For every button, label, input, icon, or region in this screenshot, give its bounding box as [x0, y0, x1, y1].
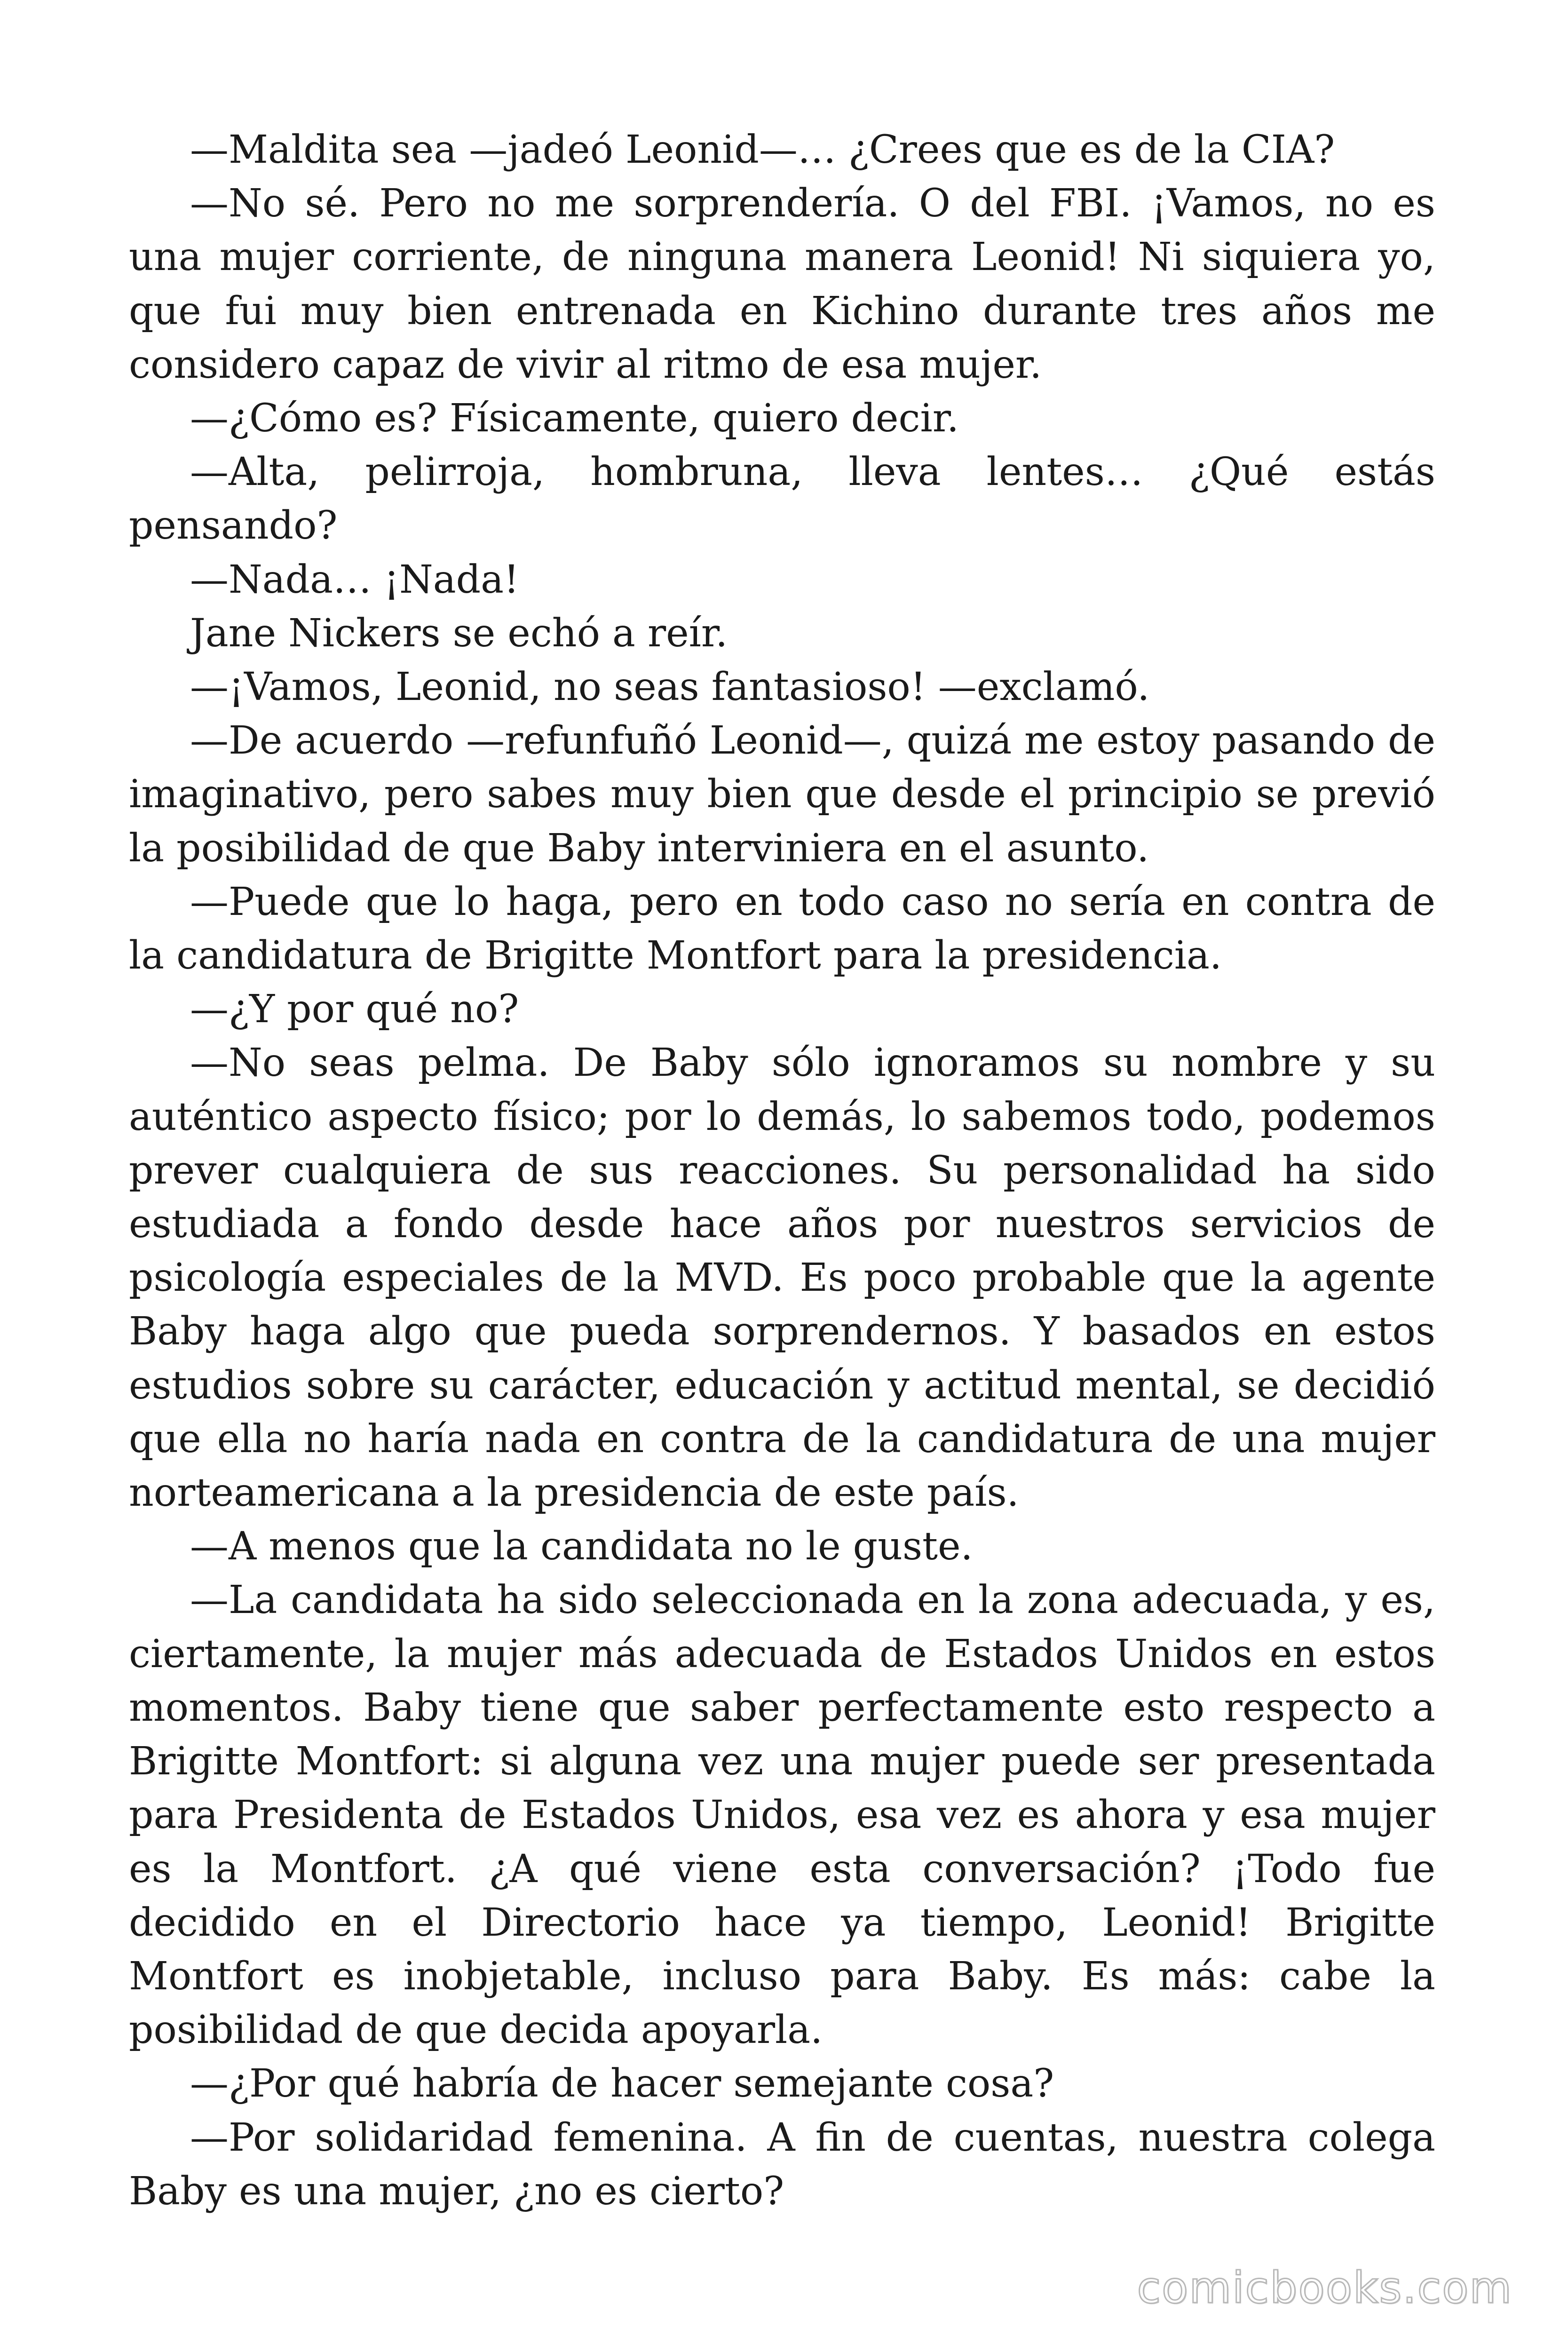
paragraph: —A menos que la candidata no le guste. [190, 1524, 973, 1569]
paragraph: —¡Vamos, Leonid, no seas fantasioso! —exclamó. [190, 665, 1150, 710]
paragraph: —Maldita sea —jadeó Leonid—… ¿Crees que es de la CIA? [190, 127, 1335, 172]
paragraph: —No seas pelma. De Baby sólo ignoramos su nombre y su auténtico aspecto físico; por lo demás, lo sabemos todo, podemos prever cualquiera de sus reacciones. Su personalidad ha sido estudiada a fondo desde hace años por nuestros servicios de psicología especiales de la MVD. Es poco probable que la agente Baby haga algo que pueda sorprendernos. Y basados en estos estudios sobre su carácter, educación y actitud mental, se decidió que ella no haría nada en contra de la candidatura de una mujer norteamericana a la presidencia de este país. [129, 1041, 1435, 1516]
paragraph: —¿Por qué habría de hacer semejante cosa? [190, 2061, 1054, 2106]
paragraph: —Alta, pelirroja, hombruna, lleva lentes… ¿Qué estás pensando? [129, 450, 1435, 548]
watermark-logo: comicbooks.com [1137, 2263, 1513, 2313]
paragraph: —¿Y por qué no? [190, 987, 519, 1032]
paragraph: —No sé. Pero no me sorprendería. O del FBI. ¡Vamos, no es una mujer corriente, de ninguna manera Leonid! Ni siquiera yo, que fui muy bien entrenada en Kichino durante tres años me considero capaz de vivir al ritmo de esa mujer. [129, 181, 1435, 387]
paragraph: —Nada… ¡Nada! [190, 557, 520, 602]
paragraph: —Por solidaridad femenina. A fin de cuentas, nuestra colega Baby es una mujer, ¿no es cierto? [129, 2115, 1435, 2214]
paragraph: —Puede que lo haga, pero en todo caso no sería en contra de la candidatura de Brigitte Montfort para la presidencia. [129, 879, 1435, 978]
paragraph: —De acuerdo —refunfuñó Leonid—, quizá me estoy pasando de imaginativo, pero sabes muy bien que desde el principio se previó la posibilidad de que Baby interviniera en el asunto. [129, 718, 1435, 871]
paragraph: —¿Cómo es? Físicamente, quiero decir. [190, 396, 959, 441]
paragraph: —La candidata ha sido seleccionada en la zona adecuada, y es, ciertamente, la mujer más adecuada de Estados Unidos en estos momentos. Baby tiene que saber perfectamente esto respecto a Brigitte Montfort: si alguna vez una mujer puede ser presentada para Presidenta de Estados Unidos, esa vez es ahora y esa mujer es la Montfort. ¿A qué viene esta conversación? ¡Todo fue decidido en el Directorio hace ya tiempo, Leonid! Brigitte Montfort es inobjetable, incluso para Baby. Es más: cabe la posibilidad de que decida apoyarla. [129, 1578, 1435, 2053]
body-text [129, 123, 1435, 2218]
paragraph: Jane Nickers se echó a reír. [190, 611, 728, 656]
